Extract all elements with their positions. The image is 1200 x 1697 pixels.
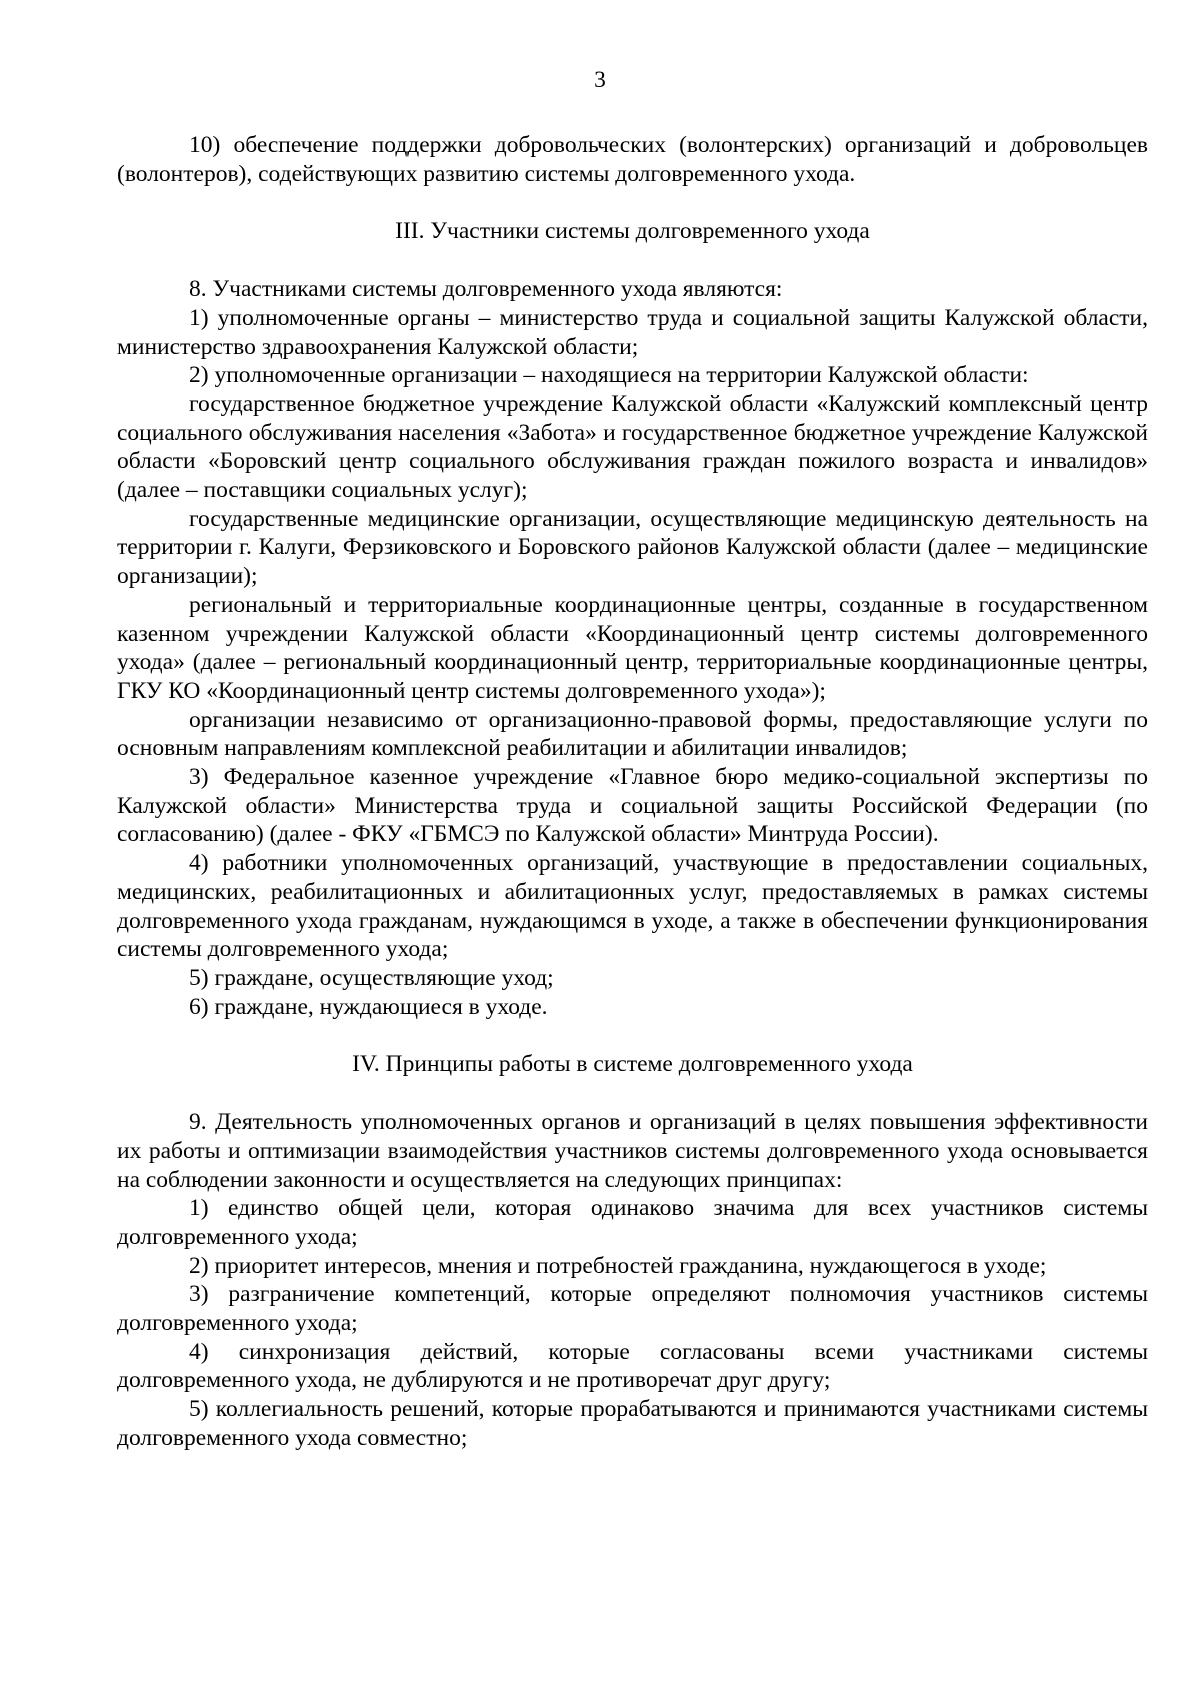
document-body	[117, 131, 1148, 1453]
paragraph-principle-2: 2) приоритет интересов, мнения и потребностей гражданина, нуждающегося в уходе;	[189, 1252, 1047, 1279]
paragraph-item-5: 5) граждане, осуществляющие уход;	[189, 964, 554, 991]
paragraph-social-providers: государственное бюджетное учреждение Калужской области «Калужский комплексный центр социального обслуживания населения «Забота» и государственное бюджетное учреждение Калужской области «Боровский центр социального обслуживания граждан пожилого возраста и инвалидов» (далее – поставщики социальных услуг);	[117, 390, 1148, 504]
paragraph-coordination-centers: региональный и территориальные координационные центры, созданные в государственном казенном учреждении Калужской области «Координационный центр системы долговременного ухода» (далее – региональный координационный центр, территориальные координационные центры, ГКУ КО «Координационный центр системы долговременного ухода»);	[117, 591, 1148, 704]
spacer	[117, 1079, 1148, 1108]
paragraph-item-1: 1) уполномоченные органы – министерство труда и социальной защиты Калужской области, министерство здравоохранения Калужской области;	[117, 304, 1148, 360]
paragraph-principle-5: 5) коллегиальность решений, которые прорабатываются и принимаются участниками системы долговременного ухода совместно;	[117, 1396, 1148, 1451]
section-heading-iv: IV. Принципы работы в системе долговременного ухода	[352, 1051, 913, 1078]
paragraph-principle-1: 1) единство общей цели, которая одинаково значима для всех участников системы долговременного ухода;	[117, 1195, 1148, 1250]
paragraph-item-10: 10) обеспечение поддержки добровольческих (волонтерских) организаций и добровольцев (волонтеров), содействующих развитию системы долговременного ухода.	[117, 132, 1148, 187]
paragraph-item-4: 4) работники уполномоченных организаций, участвующие в предоставлении социальных, медицинских, реабилитационных и абилитационных услуг, предоставляемых в рамках системы долговременного ухода гражданам, нуждающимся в уходе, а также в обеспечении функционирования системы долговременного ухода;	[117, 850, 1148, 963]
paragraph-item-6: 6) граждане, нуждающиеся в уходе.	[189, 993, 548, 1020]
paragraph-principle-4: 4) синхронизация действий, которые согласованы всеми участниками системы долговременного ухода, не дублируются и не противоречат друг другу;	[117, 1338, 1148, 1394]
section-heading-iii: III. Участники системы долговременного ухода	[395, 218, 870, 245]
page-number: 3	[594, 67, 606, 93]
paragraph-clause-9: 9. Деятельность уполномоченных органов и организаций в целях повышения эффективности их работы и оптимизации взаимодействия участников системы долговременного ухода основывается на соблюдении законности и осуществляется на следующих принципах:	[117, 1109, 1148, 1193]
paragraph-principle-3: 3) разграничение компетенций, которые определяют полномочия участников системы долговременного ухода;	[117, 1281, 1148, 1337]
paragraph-item-2: 2) уполномоченные организации – находящиеся на территории Калужской области:	[189, 362, 1029, 389]
spacer	[117, 1021, 1148, 1050]
paragraph-clause-8: 8. Участниками системы долговременного ухода являются:	[189, 276, 783, 303]
paragraph-item-3: 3) Федеральное казенное учреждение «Главное бюро медико-социальной экспертизы по Калужской области» Министерства труда и социальной защиты Российской Федерации (по согласованию) (далее - ФКУ «ГБМСЭ по Калужской области» Минтруда России).	[117, 764, 1148, 848]
paragraph-rehabilitation-organizations: организации независимо от организационно-правовой формы, предоставляющие услуги по основным направлениям комплексной реабилитации и абилитации инвалидов;	[117, 706, 1148, 762]
paragraph-medical-organizations: государственные медицинские организации, осуществляющие медицинскую деятельность на территории г. Калуги, Ферзиковского и Боровского районов Калужской области (далее – медицинские организации);	[117, 505, 1148, 590]
spacer	[117, 246, 1148, 275]
spacer	[117, 188, 1148, 217]
